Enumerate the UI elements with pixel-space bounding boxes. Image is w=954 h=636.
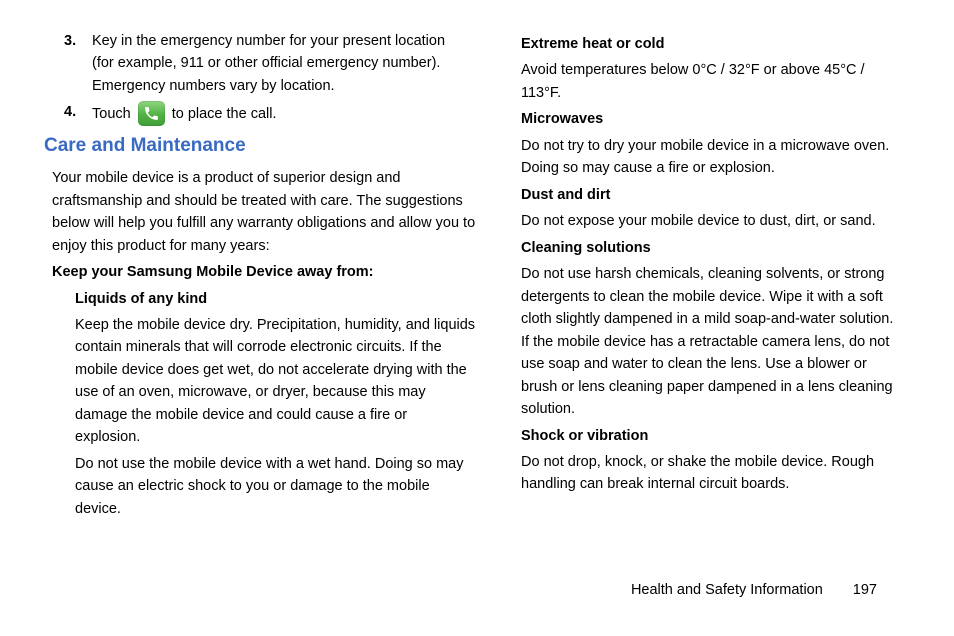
subsection-title: Dust and dirt [521, 186, 611, 203]
step-text-after: to place the call. [171, 105, 277, 122]
intro-paragraph: Your mobile device is a product of superior design and craftsmanship and should be treated with care. The suggestions below will help you fulfill any warranty obligations and allow you to enjoy this product for many years: [52, 170, 476, 254]
subsection-title: Cleaning solutions [521, 239, 651, 256]
step-text: Key in the emergency number for your present location (for example, 911 or other official emergency number). Emergency numbers vary by location. [92, 33, 446, 94]
step-number: 4. [64, 104, 77, 121]
step-item-3 [44, 30, 476, 97]
step-item-4 [44, 101, 476, 126]
subsection-paragraph: Avoid temperatures below 0°C / 32°F or above 45°C / 113°F. [521, 62, 865, 101]
subsection-title: Liquids of any kind [75, 290, 208, 307]
subsection-shock-or-vibration [521, 425, 899, 496]
subsection-paragraph: Keep the mobile device dry. Precipitation, humidity, and liquids contain minerals that will corrode electronic circuits. If the mobile device does get wet, do not accelerate drying with the use of an oven, microwave, or dryer, because this may damage the mobile device and could cause a fire or explosion. [75, 316, 476, 446]
subsection-dust-and-dirt [521, 184, 899, 233]
phone-icon [138, 101, 165, 126]
subsection-title: Extreme heat or cold [521, 36, 665, 52]
subsection-extreme-heat-or-cold [521, 33, 899, 104]
page-footer [631, 579, 877, 601]
subsection-paragraph: Do not drop, knock, or shake the mobile device. Rough handling can break internal circuit boards. [521, 453, 875, 493]
step-text-before: Touch [92, 105, 131, 122]
subsection-cleaning-solutions [521, 237, 899, 421]
footer-section-label: Health and Safety Information [630, 582, 823, 598]
subsection-paragraph: Do not use harsh chemicals, cleaning solvents, or strong detergents to clean the mobile device. Wipe it with a soft cloth slightly dampened in a mild soap-and-water solution. If the mobile device has a retractable camera lens, do not use soap and water to clean the lens. Use a blower or brush or lens cleaning paper dampened in a lens cleaning solution. [521, 266, 894, 418]
subsection-title: Microwaves [521, 111, 604, 128]
step-text [92, 101, 277, 126]
subsection-microwaves [521, 108, 899, 179]
subsection-liquids [75, 288, 476, 521]
section-heading: Care and Maintenance [44, 135, 246, 157]
subsection-paragraph: Do not expose your mobile device to dust, dirt, or sand. [521, 213, 876, 230]
subsection-title: Shock or vibration [521, 427, 649, 444]
two-column-layout [44, 30, 914, 524]
keep-away-heading: Keep your Samsung Mobile Device away from: [52, 264, 374, 281]
subsection-paragraph: Do not try to dry your mobile device in a microwave oven. Doing so may cause a fire or explosion. [521, 137, 890, 177]
footer-page-number: 197 [852, 582, 877, 598]
right-column [521, 30, 899, 500]
subsection-paragraph: Do not use the mobile device with a wet hand. Doing so may cause an electric shock to you or damage to the mobile device. [75, 455, 464, 517]
left-column [44, 30, 476, 524]
step-number: 3. [64, 33, 77, 49]
